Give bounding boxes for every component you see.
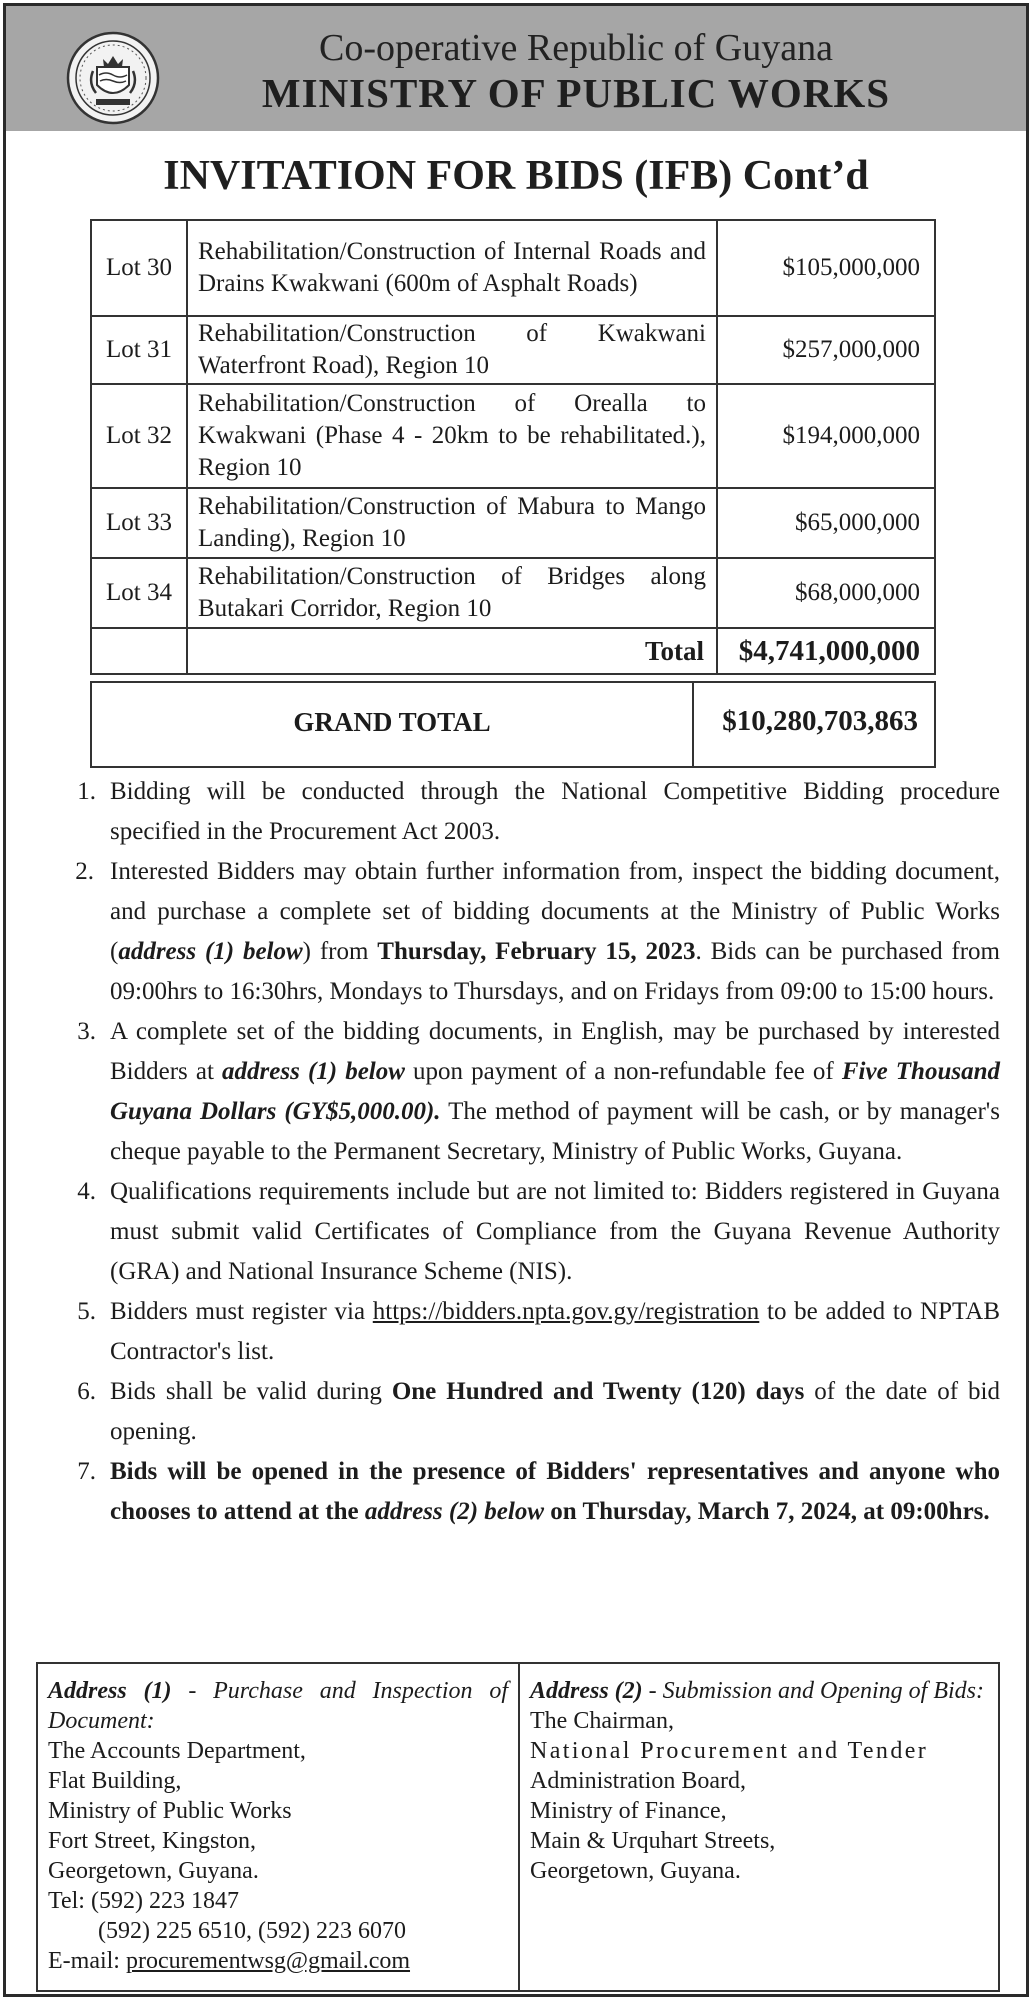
phone-line: (592) 225 6510, (592) 223 6070 [98,1918,406,1944]
address-line: Ministry of Public Works [48,1798,292,1824]
item-number: 1. [77,778,96,805]
item-text: Qualifications requirements include but are not limited to: Bidders registered in Guyana must submit valid Certificates of Compliance from the Guyana Revenue Authority (GRA) and National Insurance Scheme (NIS). [110,1178,1000,1285]
empty-cell [91,628,187,674]
table-row [91,558,935,628]
item-number: 4. [77,1178,96,1205]
address-reference: address (1) below [222,1058,405,1085]
item-number: 7. [77,1458,96,1485]
list-item [54,1012,1000,1172]
lot-description: Rehabilitation/Construction of Mabura to Mango Landing), Region 10 [187,488,717,558]
phone-line: Tel: (592) 223 1847 [48,1888,239,1914]
ministry-name: MINISTRY OF PUBLIC WORKS [261,70,891,116]
total-row [91,628,935,674]
lot-amount: $65,000,000 [717,488,935,558]
ministry-seal-icon [66,31,160,125]
address-line: The Chairman, [530,1708,674,1734]
item-number: 3. [77,1018,96,1045]
email-label: E-mail: [48,1948,126,1974]
header-banner [6,6,1026,131]
list-item [62,1452,1000,1532]
lots-table [90,219,936,675]
item-text: Bidding will be conducted through the National Competitive Bidding procedure specified in the Procurement Act 2003. [110,778,1000,845]
item-number: 5. [77,1298,96,1325]
item-text: Bidders must register via [110,1298,373,1325]
validity-period: One Hundred and Twenty (120) days [391,1378,805,1405]
address-box [36,1662,1000,1992]
address-purpose: - Submission and Opening of Bids: [642,1678,984,1704]
address-line: Ministry of Finance, [530,1798,727,1824]
table-row [91,488,935,558]
address-label: Address (2) [530,1678,643,1704]
lot-description: Rehabilitation/Construction of Orealla to Kwakwani (Phase 4 - 20km to be rehabilitated.), Region 10 [187,384,717,488]
item-text: upon payment of a non-refundable fee of [404,1058,842,1085]
lot-number: Lot 34 [91,558,187,628]
lot-amount: $257,000,000 [717,316,935,384]
item-text: A complete set of the bidding documents, in English, may be purchased by interested Bidders at [110,1018,1000,1085]
item-text: The method of payment will be cash, or by manager's cheque payable to the Permanent Secretary, Ministry of Public Works, Guyana. [110,1098,1000,1165]
country-name: Co-operative Republic of Guyana [319,27,833,69]
address-1 [48,1676,508,1976]
item-number: 2. [75,858,94,885]
email-link[interactable]: procurementwsg@gmail.com [125,1948,411,1974]
total-label: Total [187,628,717,674]
lot-amount: $105,000,000 [717,220,935,316]
lot-description: Rehabilitation/Construction of Kwakwani Waterfront Road), Region 10 [187,316,717,384]
item-number: 6. [77,1378,96,1405]
ifb-page [3,3,1029,1997]
grand-total-box [90,681,936,768]
item-text: to be added to NPTAB Contractor's list. [110,1298,1001,1365]
instructions-list [62,772,1000,1532]
list-item [62,772,1000,852]
address-line: Fort Street, Kingston, [48,1828,256,1854]
lot-description: Rehabilitation/Construction of Internal Roads and Drains Kwakwani (600m of Asphalt Roads) [187,220,717,316]
list-item [62,1372,1000,1452]
item-text: Interested Bidders may obtain further information from, inspect the bidding document, and purchase a complete set of bidding documents at the Ministry of Public Works ( [110,858,1000,965]
registration-link[interactable]: https://bidders.npta.gov.gy/registration [372,1298,760,1325]
item-text: ) from [302,938,378,965]
total-amount: $4,741,000,000 [717,628,935,674]
list-item [40,852,1000,1012]
address-label: Address (1) [48,1678,172,1704]
item-text: on Thursday, March 7, 2024, at 09:00hrs. [544,1498,990,1525]
item-text: Bids will be opened in the presence of Bidders' representatives and anyone who chooses to attend at the [110,1458,1000,1525]
fee-amount: Five Thousand Guyana Dollars (GY$5,000.00). [110,1058,1000,1125]
address-line: Main & Urquhart Streets, [530,1828,776,1854]
address-reference: address (2) below [364,1498,544,1525]
lot-amount: $68,000,000 [717,558,935,628]
table-row [91,384,935,488]
lot-number: Lot 33 [91,488,187,558]
lot-number: Lot 32 [91,384,187,488]
table-row [91,316,935,384]
item-text: Bids shall be valid during [110,1378,392,1405]
email-line [48,1946,508,1976]
address-purpose: - Purchase and Inspection of Document: [48,1678,509,1734]
address-line: The Accounts Department, [48,1738,306,1764]
start-date: Thursday, February 15, 2023 [377,938,696,965]
grand-total-label: GRAND TOTAL [293,707,491,737]
address-line: National Procurement and Tender [530,1738,929,1764]
item-text: of the date of bid opening. [110,1378,1001,1445]
lot-number: Lot 30 [91,220,187,316]
lot-number: Lot 31 [91,316,187,384]
page-title: INVITATION FOR BIDS (IFB) Cont’d [163,153,869,199]
address-heading [48,1676,508,1736]
address-reference: address (1) below [118,938,303,965]
address-line: Georgetown, Guyana. [48,1858,259,1884]
item-text: . Bids can be purchased from 09:00hrs to 16:30hrs, Mondays to Thursdays, and on Fridays from 09:00 to 15:00 hours. [110,938,1001,1005]
table-row [91,220,935,316]
list-item [62,1172,1000,1292]
grand-total-amount: $10,280,703,863 [722,705,918,737]
lot-amount: $194,000,000 [717,384,935,488]
list-item [62,1292,1000,1372]
lot-description: Rehabilitation/Construction of Bridges along Butakari Corridor, Region 10 [187,558,717,628]
address-line: Georgetown, Guyana. [530,1858,741,1884]
address-heading [530,1676,990,1706]
address-line: Flat Building, [48,1768,182,1794]
divider [518,1664,520,1990]
address-2 [530,1676,990,1886]
address-line: Administration Board, [530,1768,746,1794]
